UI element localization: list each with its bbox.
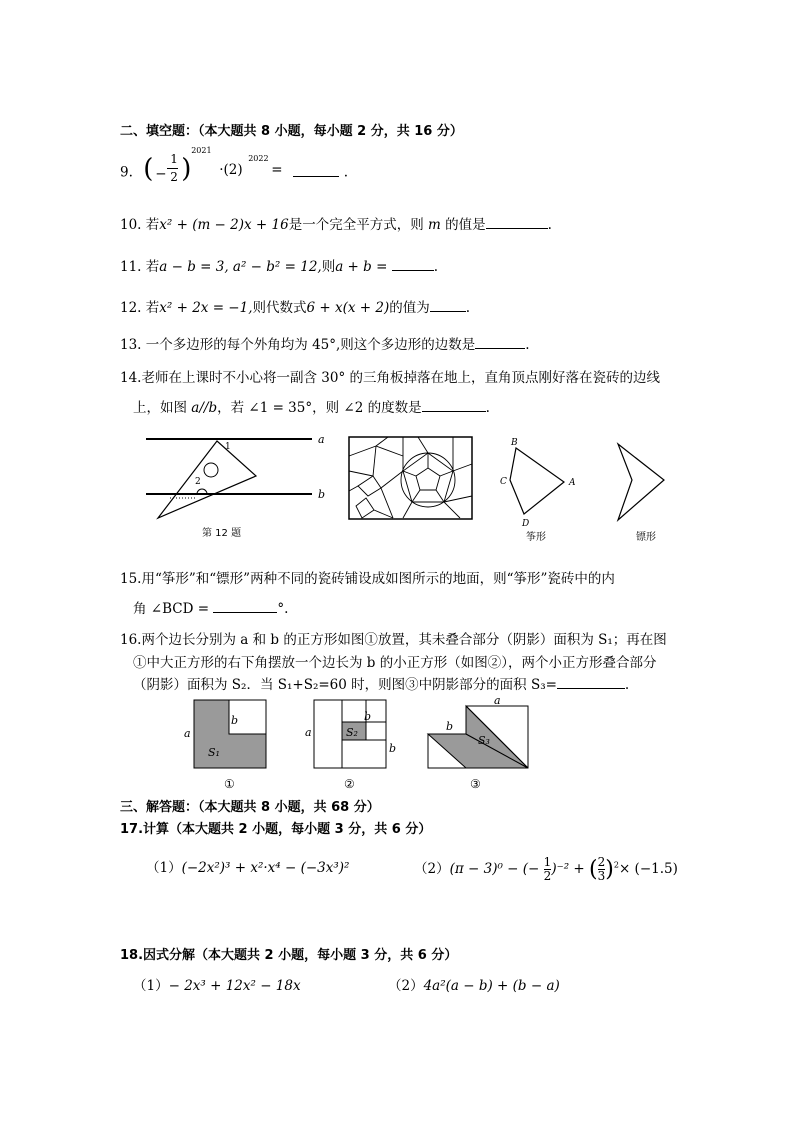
q17-f1-num: 1 bbox=[543, 855, 552, 869]
q15-line2-b: °. bbox=[277, 601, 289, 617]
q15-answer-blank[interactable] bbox=[213, 598, 277, 613]
q11-math: a − b = 3, a² − b² = 12, bbox=[159, 259, 322, 275]
kite-label-a: A bbox=[569, 478, 576, 488]
q10-text-a: 若 bbox=[145, 217, 160, 233]
fig12-label-a: a bbox=[318, 433, 325, 446]
q13-number: 13. bbox=[120, 337, 142, 353]
q18-part2 bbox=[388, 974, 560, 994]
q17-f2-den: 3 bbox=[597, 869, 606, 883]
q15-line2-a: 角 ∠BCD = bbox=[133, 601, 210, 617]
q9-exp1: 2021 bbox=[191, 146, 212, 155]
kite-caption: 筝形 bbox=[526, 532, 546, 543]
q18-part1 bbox=[133, 974, 301, 994]
fig16-3-a: a bbox=[494, 694, 501, 707]
question-9: 9. ( − 1 2 ) 2021 ·(2) 2022 = . bbox=[120, 146, 349, 184]
q16-line3-text: （阴影）面积为 S₂．当 S₁+S₂=60 时，则图③中阴影部分的面积 S₃= bbox=[133, 677, 557, 693]
fig16-2-b2: b bbox=[389, 742, 397, 755]
q17-p1-label: （1） bbox=[146, 860, 182, 876]
fig16-2-s2: S₂ bbox=[346, 726, 358, 739]
fig12-label-1: 1 bbox=[225, 442, 231, 452]
q17-p2-label: （2） bbox=[414, 861, 450, 877]
q10-tail: . bbox=[547, 217, 552, 233]
paren-left: ( bbox=[143, 154, 154, 184]
fig16-2-num: ② bbox=[344, 777, 355, 791]
q17-p1-expr: (−2x²)³ + x²·x⁴ − (−3x³)² bbox=[181, 860, 350, 876]
q9-number: 9. bbox=[120, 164, 133, 181]
q11-text-a: 若 bbox=[145, 259, 160, 275]
q14-line2-b: a//b bbox=[191, 400, 218, 416]
q9-exp2: 2022 bbox=[248, 154, 269, 163]
q17-p2-a: (π − 3)⁰ − (− bbox=[449, 861, 540, 877]
question-16-line3 bbox=[133, 673, 629, 693]
figure-12-triangle bbox=[140, 428, 330, 548]
tiling-figure bbox=[348, 436, 474, 522]
q13-answer-blank[interactable] bbox=[475, 334, 525, 349]
q18-p1-expr: − 2x³ + 12x² − 18x bbox=[168, 978, 301, 994]
q18-p2-expr: 4a²(a − b) + (b − a) bbox=[423, 978, 560, 994]
q14-answer-blank[interactable] bbox=[422, 397, 486, 412]
q13-text: 一个多边形的每个外角均为 45°,则这个多边形的边数是 bbox=[145, 337, 476, 353]
q11-number: 11. bbox=[120, 259, 142, 275]
q10-math: x² + (m − 2)x + 16 bbox=[159, 217, 289, 233]
q12-math: x² + 2x = −1, bbox=[159, 300, 253, 316]
fig16-2-a: a bbox=[305, 726, 312, 739]
question-11 bbox=[120, 255, 438, 275]
fig16-1 bbox=[180, 696, 274, 792]
question-16-line2: ①中大正方形的右下角摆放一个边长为 b 的小正方形（如图②），两个小正方形叠合部分 bbox=[133, 655, 657, 671]
q9-frac-den: 2 bbox=[170, 170, 178, 184]
q17-part1 bbox=[146, 856, 349, 876]
q12-answer-blank[interactable] bbox=[430, 297, 466, 312]
q9-frac-num: 1 bbox=[170, 152, 178, 166]
fig16-1-s1: S₁ bbox=[208, 746, 220, 759]
q17-p2-c: × (−1.5) bbox=[618, 861, 678, 877]
q10-number: 10. bbox=[120, 217, 142, 233]
fig16-3 bbox=[424, 694, 536, 792]
q10-text-c: 的值是 bbox=[445, 217, 486, 233]
q13-tail: . bbox=[525, 337, 530, 353]
question-14-line2 bbox=[133, 396, 490, 416]
question-14-line1: 14.老师在上课时不小心将一副含 30° 的三角板掉落在地上，直角顶点刚好落在瓷砖的边线 bbox=[120, 370, 660, 386]
question-12 bbox=[120, 296, 470, 316]
q12-text-c: 的值为 bbox=[389, 300, 430, 316]
fig12-caption: 第 12 题 bbox=[202, 528, 242, 539]
q18-p1-label: （1） bbox=[133, 978, 169, 994]
fig16-3-b: b bbox=[446, 720, 454, 733]
q10-var: m bbox=[428, 217, 441, 233]
dart-caption: 镖形 bbox=[636, 532, 656, 543]
q17-f2-num: 2 bbox=[597, 855, 606, 869]
fig12-label-b: b bbox=[318, 488, 326, 501]
kite-label-c: C bbox=[500, 477, 507, 487]
q9-tail: . bbox=[343, 164, 349, 181]
fig16-3-num: ③ bbox=[470, 777, 481, 791]
q18-p2-label: （2） bbox=[388, 978, 424, 994]
question-18-title: 18.因式分解（本大题共 2 小题，每小题 3 分，共 6 分） bbox=[120, 948, 458, 963]
section3-header: 三、解答题：（本大题共 8 小题，共 68 分） bbox=[120, 800, 380, 815]
q12-math2: 6 + x(x + 2) bbox=[306, 300, 390, 316]
question-17-title: 17.计算（本大题共 2 小题，每小题 3 分，共 6 分） bbox=[120, 822, 432, 837]
q17-exp2: 2 bbox=[613, 860, 619, 870]
q11-answer-blank[interactable] bbox=[392, 256, 434, 271]
dart-figure bbox=[608, 436, 678, 546]
fig16-3-s3: S₃ bbox=[478, 734, 490, 747]
fig16-1-a: a bbox=[184, 727, 191, 740]
q10-answer-blank[interactable] bbox=[486, 214, 548, 229]
fig16-2 bbox=[300, 696, 400, 792]
question-16-line1: 16.两个边长分别为 a 和 b 的正方形如图①放置，其未叠合部分（阴影）面积为 S₁；再在图 bbox=[120, 632, 667, 648]
q12-tail: . bbox=[465, 300, 471, 316]
q12-text-b: 则代数式 bbox=[252, 300, 307, 316]
question-15-line2 bbox=[133, 597, 288, 617]
q14-line2-a: 上，如图 bbox=[133, 400, 187, 416]
fig16-1-num: ① bbox=[224, 777, 235, 791]
fig12-label-2: 2 bbox=[195, 477, 201, 487]
fig16-2-b1: b bbox=[364, 710, 372, 723]
q14-line2-c: ，若 ∠1 = 35°，则 ∠2 的度数是 bbox=[217, 400, 422, 416]
q10-text-b: 是一个完全平方式，则 bbox=[288, 217, 424, 233]
q12-text-a: 若 bbox=[145, 300, 160, 316]
q11-math2: a + b = bbox=[335, 259, 388, 275]
q16-tail: . bbox=[624, 677, 630, 693]
kite-label-b: B bbox=[511, 438, 518, 448]
q12-number: 12. bbox=[120, 300, 142, 316]
fig16-1-b: b bbox=[231, 714, 239, 727]
q11-text-b: 则 bbox=[321, 259, 336, 275]
q14-tail: . bbox=[485, 400, 490, 416]
q11-tail: . bbox=[433, 259, 438, 275]
q16-answer-blank[interactable] bbox=[557, 674, 625, 689]
q17-f1-den: 2 bbox=[543, 869, 552, 883]
kite-figure bbox=[498, 434, 588, 546]
paren-right: ) bbox=[181, 154, 192, 184]
q17-part2: （2）(π − 3)⁰ − (− $\frac{1}{2}$ )⁻² + ( $\frac{2}{3}$ )$^2$× (−1.5) bbox=[414, 855, 678, 883]
question-10 bbox=[120, 213, 552, 233]
kite-label-d: D bbox=[522, 519, 530, 529]
q17-p2-b: )⁻² + bbox=[551, 861, 585, 877]
section2-header: 二、填空题：（本大题共 8 小题，每小题 2 分，共 16 分） bbox=[120, 124, 463, 139]
question-13 bbox=[120, 333, 530, 353]
question-15-line1: 15.用“筝形”和“镖形”两种不同的瓷砖铺设成如图所示的地面，则“筝形”瓷砖中的内 bbox=[120, 571, 615, 587]
